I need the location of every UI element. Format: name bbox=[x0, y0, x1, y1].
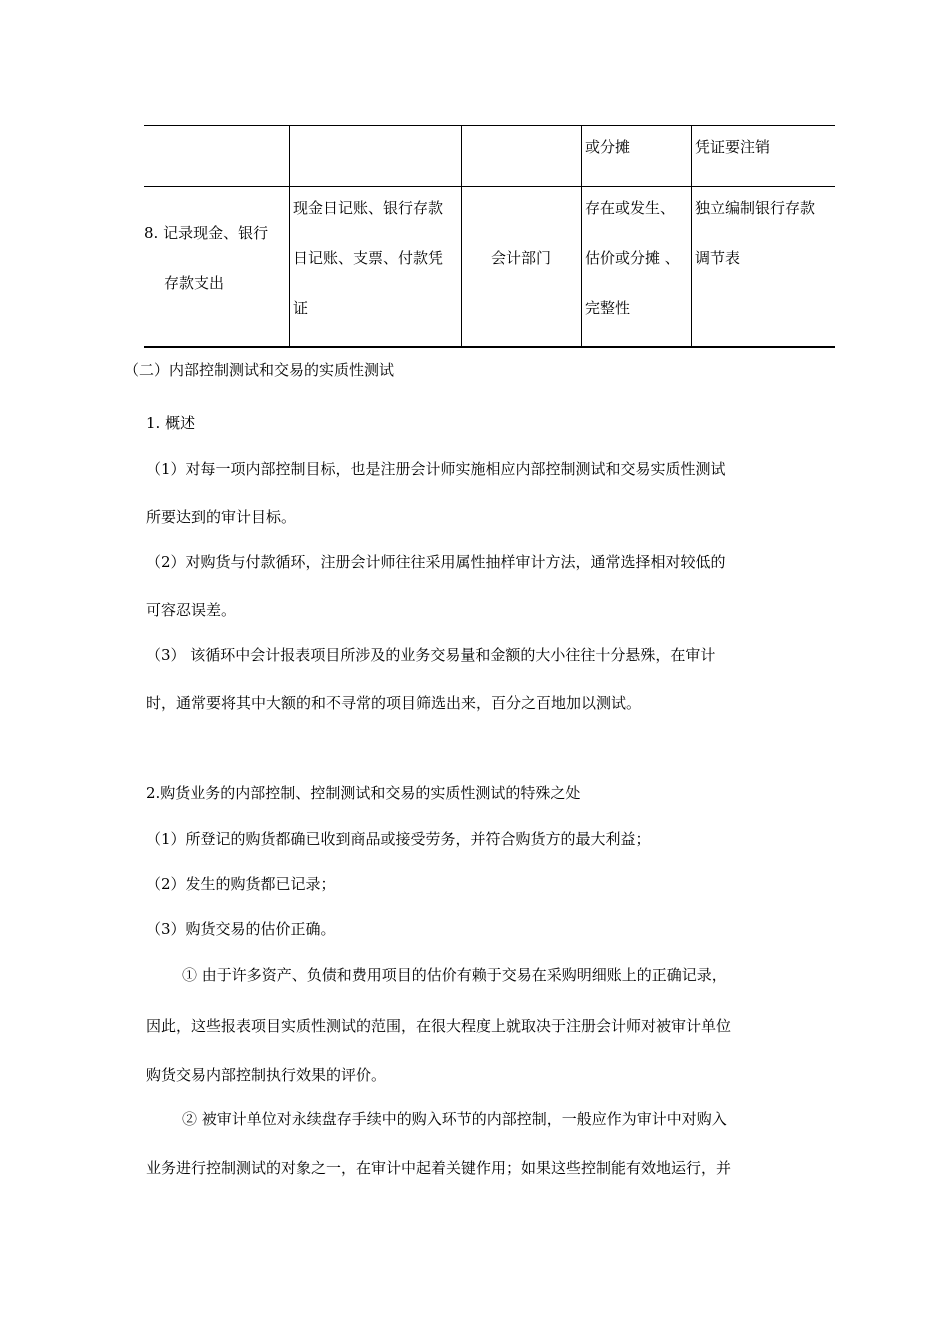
paragraph-line: 购货交易内部控制执行效果的评价。 bbox=[146, 1066, 387, 1084]
paragraph-line: 业务进行控制测试的对象之一，在审计中起着关键作用；如果这些控制能有效地运行，并 bbox=[146, 1159, 732, 1177]
table-col-divider bbox=[581, 125, 582, 348]
table-cell-documents: 现金日记账、银行存款 日记账、支票、付款凭 证 bbox=[293, 199, 444, 317]
table-col-divider bbox=[691, 125, 692, 348]
table-cell-control-continued: 凭证要注销 bbox=[695, 138, 771, 156]
paragraph-line: ① 由于许多资产、负债和费用项目的估价有赖于交易在采购明细账上的正确记录， bbox=[182, 966, 727, 984]
section-heading: （二）内部控制测试和交易的实质性测试 bbox=[124, 361, 395, 379]
paragraph-line: 所要达到的审计目标。 bbox=[146, 508, 297, 526]
paragraph-line: 因此，这些报表项目实质性测试的范围，在很大程度上就取决于注册会计师对被审计单位 bbox=[146, 1017, 732, 1035]
table-cell-control-procedure: 独立编制银行存款 调节表 bbox=[695, 199, 816, 267]
subsection-title-2: 2.购货业务的内部控制、控制测试和交易的实质性测试的特殊之处 bbox=[146, 784, 581, 802]
table-cell-assertion-continued: 或分摊 bbox=[585, 138, 631, 156]
control-table bbox=[144, 125, 835, 348]
table-bottom-rule bbox=[144, 346, 835, 348]
subsection-title-1: 1. 概述 bbox=[146, 414, 196, 432]
list-item: （3）购货交易的估价正确。 bbox=[146, 920, 336, 938]
paragraph-line: 可容忍误差。 bbox=[146, 601, 237, 619]
table-cell-assertions: 存在或发生、 估价或分摊 、 完整性 bbox=[585, 199, 680, 317]
paragraph-line: （2）对购货与付款循环，注册会计师往往采用属性抽样审计方法，通常选择相对较低的 bbox=[146, 553, 726, 571]
paragraph-line: （1）对每一项内部控制目标，也是注册会计师实施相应内部控制测试和交易实质性测试 bbox=[146, 460, 726, 478]
list-item: （2）发生的购货都已记录； bbox=[146, 875, 336, 893]
table-col-divider bbox=[461, 125, 462, 348]
table-cell-department: 会计部门 bbox=[491, 249, 552, 267]
paragraph-line: ② 被审计单位对永续盘存手续中的购入环节的内部控制，一般应作为审计中对购入 bbox=[182, 1110, 727, 1128]
list-item: （1）所登记的购货都确已收到商品或接受劳务，并符合购货方的最大利益； bbox=[146, 830, 651, 848]
paragraph-line: 时，通常要将其中大额的和不寻常的项目筛选出来，百分之百地加以测试。 bbox=[146, 694, 642, 712]
table-cell-activity: 8. 记录现金、银行 存款支出 bbox=[144, 224, 269, 292]
table-col-divider bbox=[289, 125, 290, 348]
paragraph-line: （3） 该循环中会计报表项目所涉及的业务交易量和金额的大小往往十分悬殊，在审计 bbox=[146, 646, 716, 664]
